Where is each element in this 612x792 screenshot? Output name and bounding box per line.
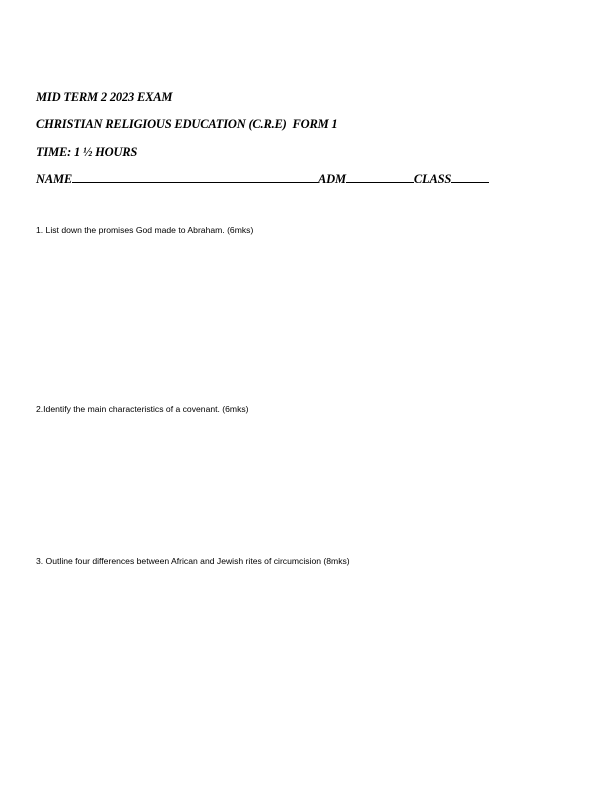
question-3: 3. Outline four differences between African and Jewish rites of circumcision (8mks) [36, 556, 350, 566]
subject-title: CHRISTIAN RELIGIOUS EDUCATION (C.R.E) FORM 1 [36, 117, 338, 131]
question-1: 1. List down the promises God made to Abraham. (6mks) [36, 225, 254, 235]
adm-label: ADM [318, 172, 346, 186]
name-field[interactable] [72, 173, 318, 183]
exam-title: MID TERM 2 2023 EXAM [36, 90, 173, 104]
student-details [36, 172, 489, 187]
name-label: NAME [36, 172, 73, 186]
class-label: CLASS [413, 172, 452, 186]
class-field[interactable] [451, 173, 489, 183]
exam-duration: TIME: 1 ½ HOURS [36, 145, 138, 159]
adm-field[interactable] [346, 173, 414, 183]
question-2: 2.Identify the main characteristics of a covenant. (6mks) [36, 404, 249, 414]
